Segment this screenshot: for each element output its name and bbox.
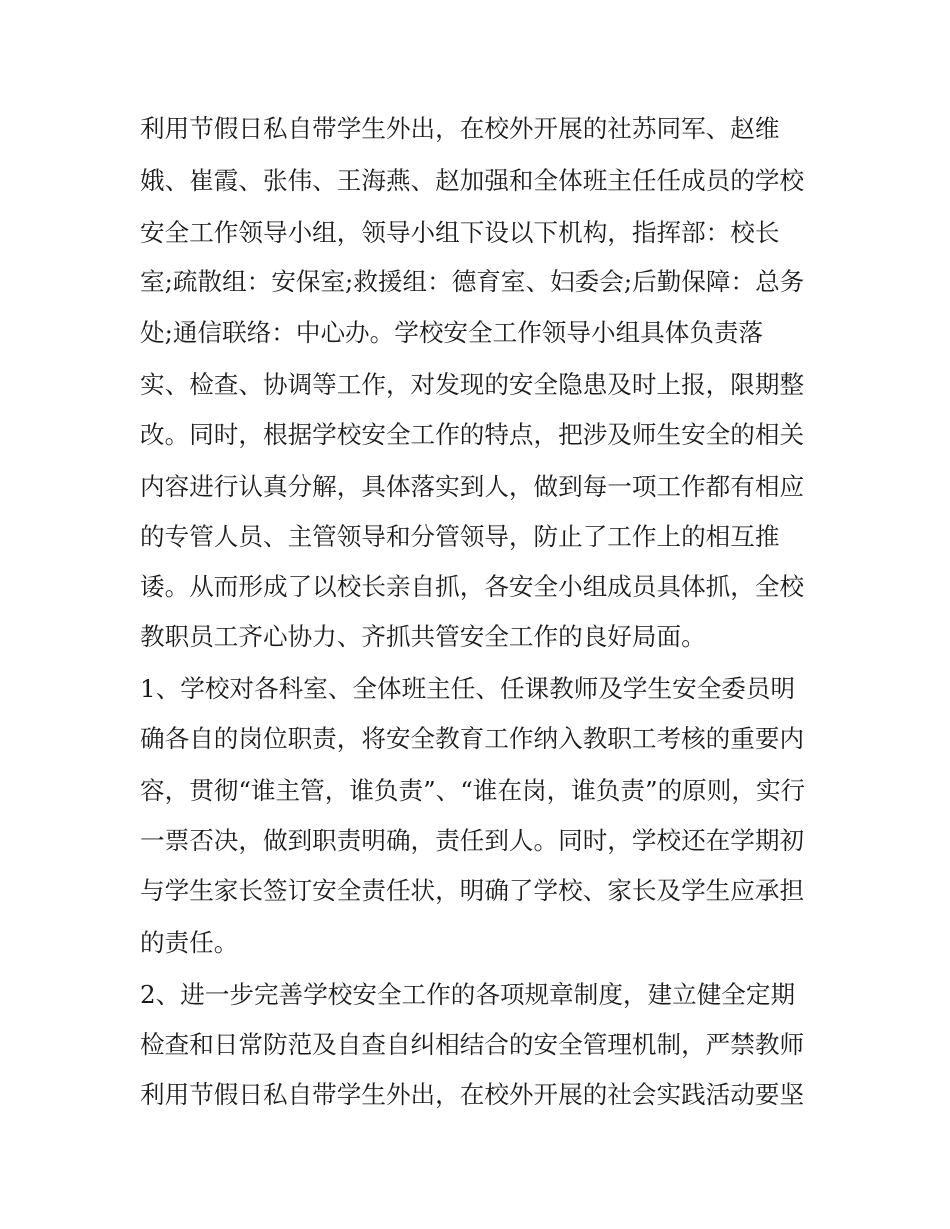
text-line: 的专管人员、主管领导和分管领导，防止了工作上的相互推 <box>140 522 780 551</box>
text-line: 内容进行认真分解，具体落实到人，做到每一项工作都有相应 <box>140 472 805 501</box>
text-line: 检查和日常防范及自查自纠相结合的安全管理机制，严禁教师 <box>140 1030 805 1059</box>
text-line: 娥、崔霞、张伟、王海燕、赵加强和全体班主任任成员的学校 <box>140 166 805 195</box>
text-line: 安全工作领导小组，领导小组下设以下机构，指挥部：校长 <box>140 218 780 247</box>
text-line: 一票否决，做到职责明确，责任到人。同时，学校还在学期初 <box>140 826 805 855</box>
text-line: 确各自的岗位职责，将安全教育工作纳入教职工考核的重要内 <box>140 724 805 753</box>
text-line: 利用节假日私自带学生外出，在校外开展的社会实践活动要坚 <box>140 1080 805 1109</box>
text-line: 的责任。 <box>140 928 239 957</box>
text-line: 实、检查、协调等工作，对发现的安全隐患及时上报，限期整 <box>140 370 805 399</box>
text-line: 改。同时，根据学校安全工作的特点，把涉及师生安全的相关 <box>140 420 805 449</box>
text-line: 容，贯彻“谁主管，谁负责”、“谁在岗，谁负责”的原则，实行 <box>140 776 806 805</box>
text-line: 处;通信联络：中心办。学校安全工作领导小组具体负责落 <box>140 318 764 347</box>
text-line: 室;疏散组：安保室;救援组：德育室、妇委会;后勤保障：总务 <box>140 267 805 296</box>
text-line: 利用节假日私自带学生外出，在校外开展的社苏同军、赵维 <box>140 114 780 143</box>
numbered-item-1: 1、学校对各科室、全体班主任、任课教师及学生安全委员明 <box>140 674 796 703</box>
text-line: 教职员工齐心协力、齐抓共管安全工作的良好局面。 <box>140 622 706 651</box>
text-line: 与学生家长签订安全责任状，明确了学校、家长及学生应承担 <box>140 876 805 905</box>
text-line: 诿。从而形成了以校长亲自抓，各安全小组成员具体抓，全校 <box>140 572 805 601</box>
numbered-item-2: 2、进一步完善学校安全工作的各项规章制度，建立健全定期 <box>140 980 796 1009</box>
